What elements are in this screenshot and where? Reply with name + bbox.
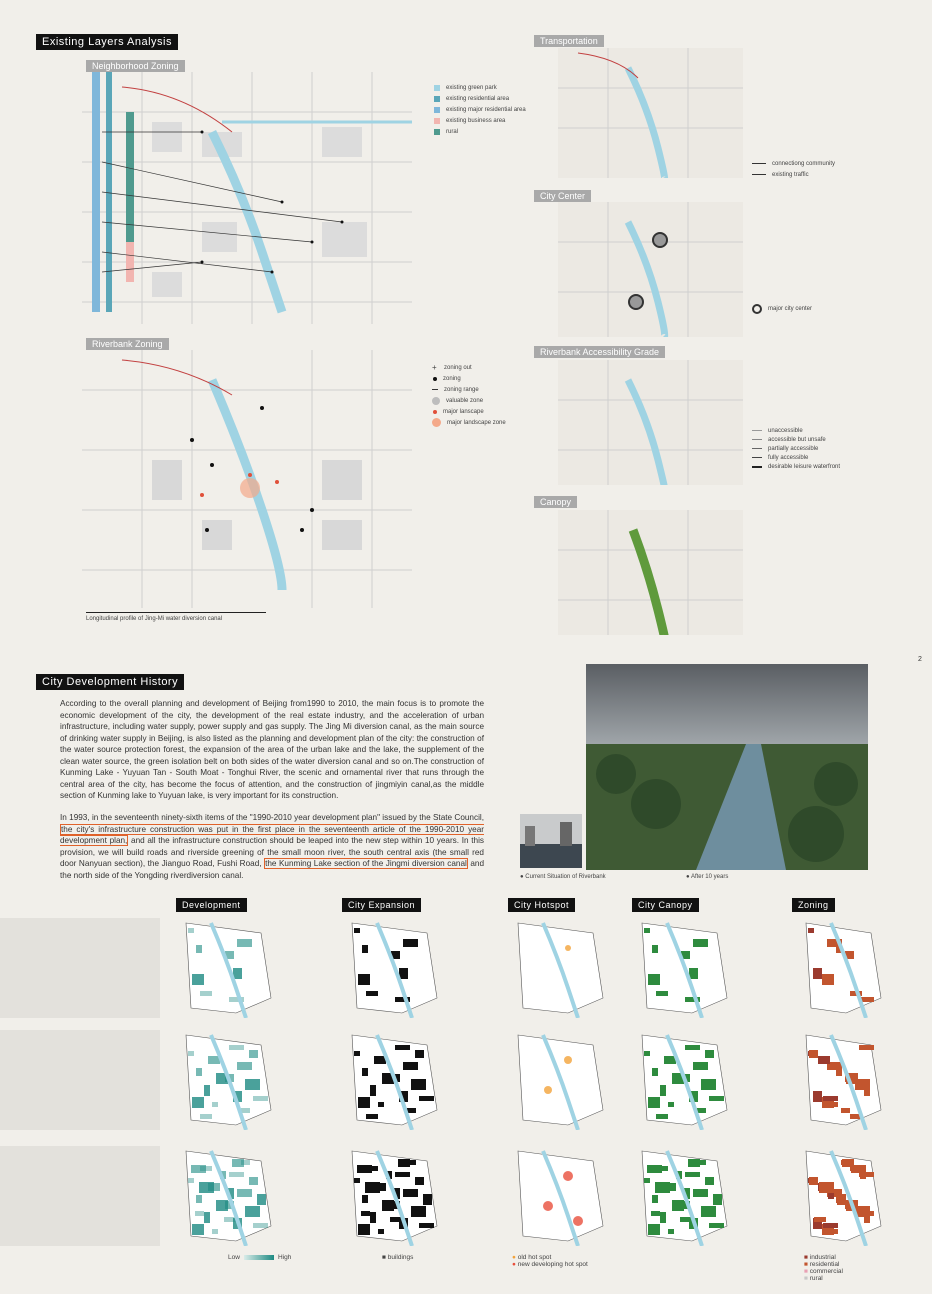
city-center-title: City Center (534, 190, 591, 202)
city-center-map (558, 202, 743, 337)
caption-current: ● Current Situation of Riverbank (520, 874, 606, 880)
riverbank-render-photo (586, 664, 868, 870)
highlight-kunming-lake: the Kunming Lake section of the Jingmi diversion canal (265, 859, 467, 868)
expansion-map-3 (342, 1146, 442, 1246)
history-paragraph-1: According to the overall planning and development of Beijing from1990 to 2010, the main focus is to promote the economic development of the city, the development of the real estate industry, and the acceleration of urban infrastructure, including water supply, power supply and gas supply. The Jing Mi diversion canal, as the main source of drinking water supply in Beijing, is also listed as the planning and development plan of the city: the construction of the water source protection forest, the expansion of the area of the urban lake and the lake, the supplement of the clean water source, the green isolation belt on both sides of the water diversion canal and so on.The construction of Kunming Lake - Yuyuan Tan - South Moat - Tonghui River, the scenic and ornamental river that runs through the central area of the city, has become the focus of attention, and the construction of jingmiyin canal,as the middle section of Kunming lake to Yuyuan lake, is very important for its construction. (60, 699, 484, 800)
city-center-legend: major city center (752, 303, 812, 314)
page-number: 2 (918, 656, 922, 663)
riverbank-zoning-title: Riverbank Zoning (86, 338, 169, 350)
timeline-box-2 (0, 1030, 160, 1130)
expansion-legend: ■ buildings (382, 1254, 414, 1261)
timeline-box-3 (0, 1146, 160, 1246)
col-development: Development (176, 898, 247, 912)
expansion-map-2 (342, 1030, 442, 1130)
transportation-map (558, 48, 743, 178)
zoning-map-1 (796, 918, 886, 1018)
hotspot-map-1 (508, 918, 608, 1018)
development-map-3 (176, 1146, 276, 1246)
canopy-map-2 (632, 1030, 732, 1130)
transportation-title: Transportation (534, 35, 604, 47)
section-title-city-development: City Development History (36, 674, 184, 690)
riverbank-legend: + zoning out zoning zoning range valuable zone major lanscape major landscape zone (432, 362, 506, 426)
neighborhood-legend: existing green park existing residential area existing major residential area existing business area rural (434, 82, 526, 137)
highlight-development-plan: the city's infrastructure construction was put in the first place in the seventeenth article of the 1990-2010 year development plan, (60, 824, 484, 845)
canopy-map-1 (632, 918, 732, 1018)
section-title-existing-layers: Existing Layers Analysis (36, 34, 178, 50)
canopy-map (558, 510, 743, 635)
col-city-canopy: City Canopy (632, 898, 699, 912)
col-zoning: Zoning (792, 898, 835, 912)
accessibility-legend: unaccessible accessible but unsafe partially accessible fully accessible desirable leisure waterfront (752, 426, 840, 471)
riverbank-zoning-map (82, 350, 412, 608)
zoning-legend: ■ industrial ■ residential ■ commercial ■ rural (804, 1254, 843, 1282)
current-situation-photo (520, 814, 582, 868)
expansion-map-1 (342, 918, 442, 1018)
zoning-map-3 (796, 1146, 886, 1246)
development-legend: Low High (228, 1254, 292, 1261)
canopy-title: Canopy (534, 496, 577, 508)
hotspot-legend: ● old hot spot ● new developing hot spot (512, 1254, 588, 1268)
development-map-1 (176, 918, 276, 1018)
accessibility-map (558, 360, 743, 485)
transportation-legend: connectiong community existing traffic (752, 158, 835, 180)
zoning-map-2 (796, 1030, 886, 1130)
history-paragraph-2: In 1993, in the seventeenth ninety-sixth items of the "1990-2010 year development plan" issued by the State Council, the city's infrastructure construction was put in the first place in the seventeenth article of the 1990-2010 year development plan, and all the infrastructure construction should be leaped into the new step within 10 years. In this provision, we will build roads and riverside greening of the small moon river, the south central axis (the small red door Nanyuan section), the Jianguo Road, Fushi Road, the Kunming Lake section of the Jingmi diversion canal and the north side of the Yongding riverdiversion canal. (60, 813, 485, 880)
accessibility-title: Riverbank Accessibility Grade (534, 346, 665, 358)
col-city-expansion: City Expansion (342, 898, 421, 912)
development-map-2 (176, 1030, 276, 1130)
riverbank-caption: Longitudinal profile of Jing-Mi water diversion canal (86, 616, 223, 622)
canopy-map-3 (632, 1146, 732, 1246)
hotspot-map-3 (508, 1146, 608, 1246)
hotspot-map-2 (508, 1030, 608, 1130)
col-city-hotspot: City Hotspot (508, 898, 575, 912)
caption-after: ● After 10 years (686, 874, 729, 880)
neighborhood-zoning-map (82, 72, 412, 324)
timeline-box-1 (0, 918, 160, 1018)
neighborhood-zoning-title: Neighborhood Zoning (86, 60, 185, 72)
